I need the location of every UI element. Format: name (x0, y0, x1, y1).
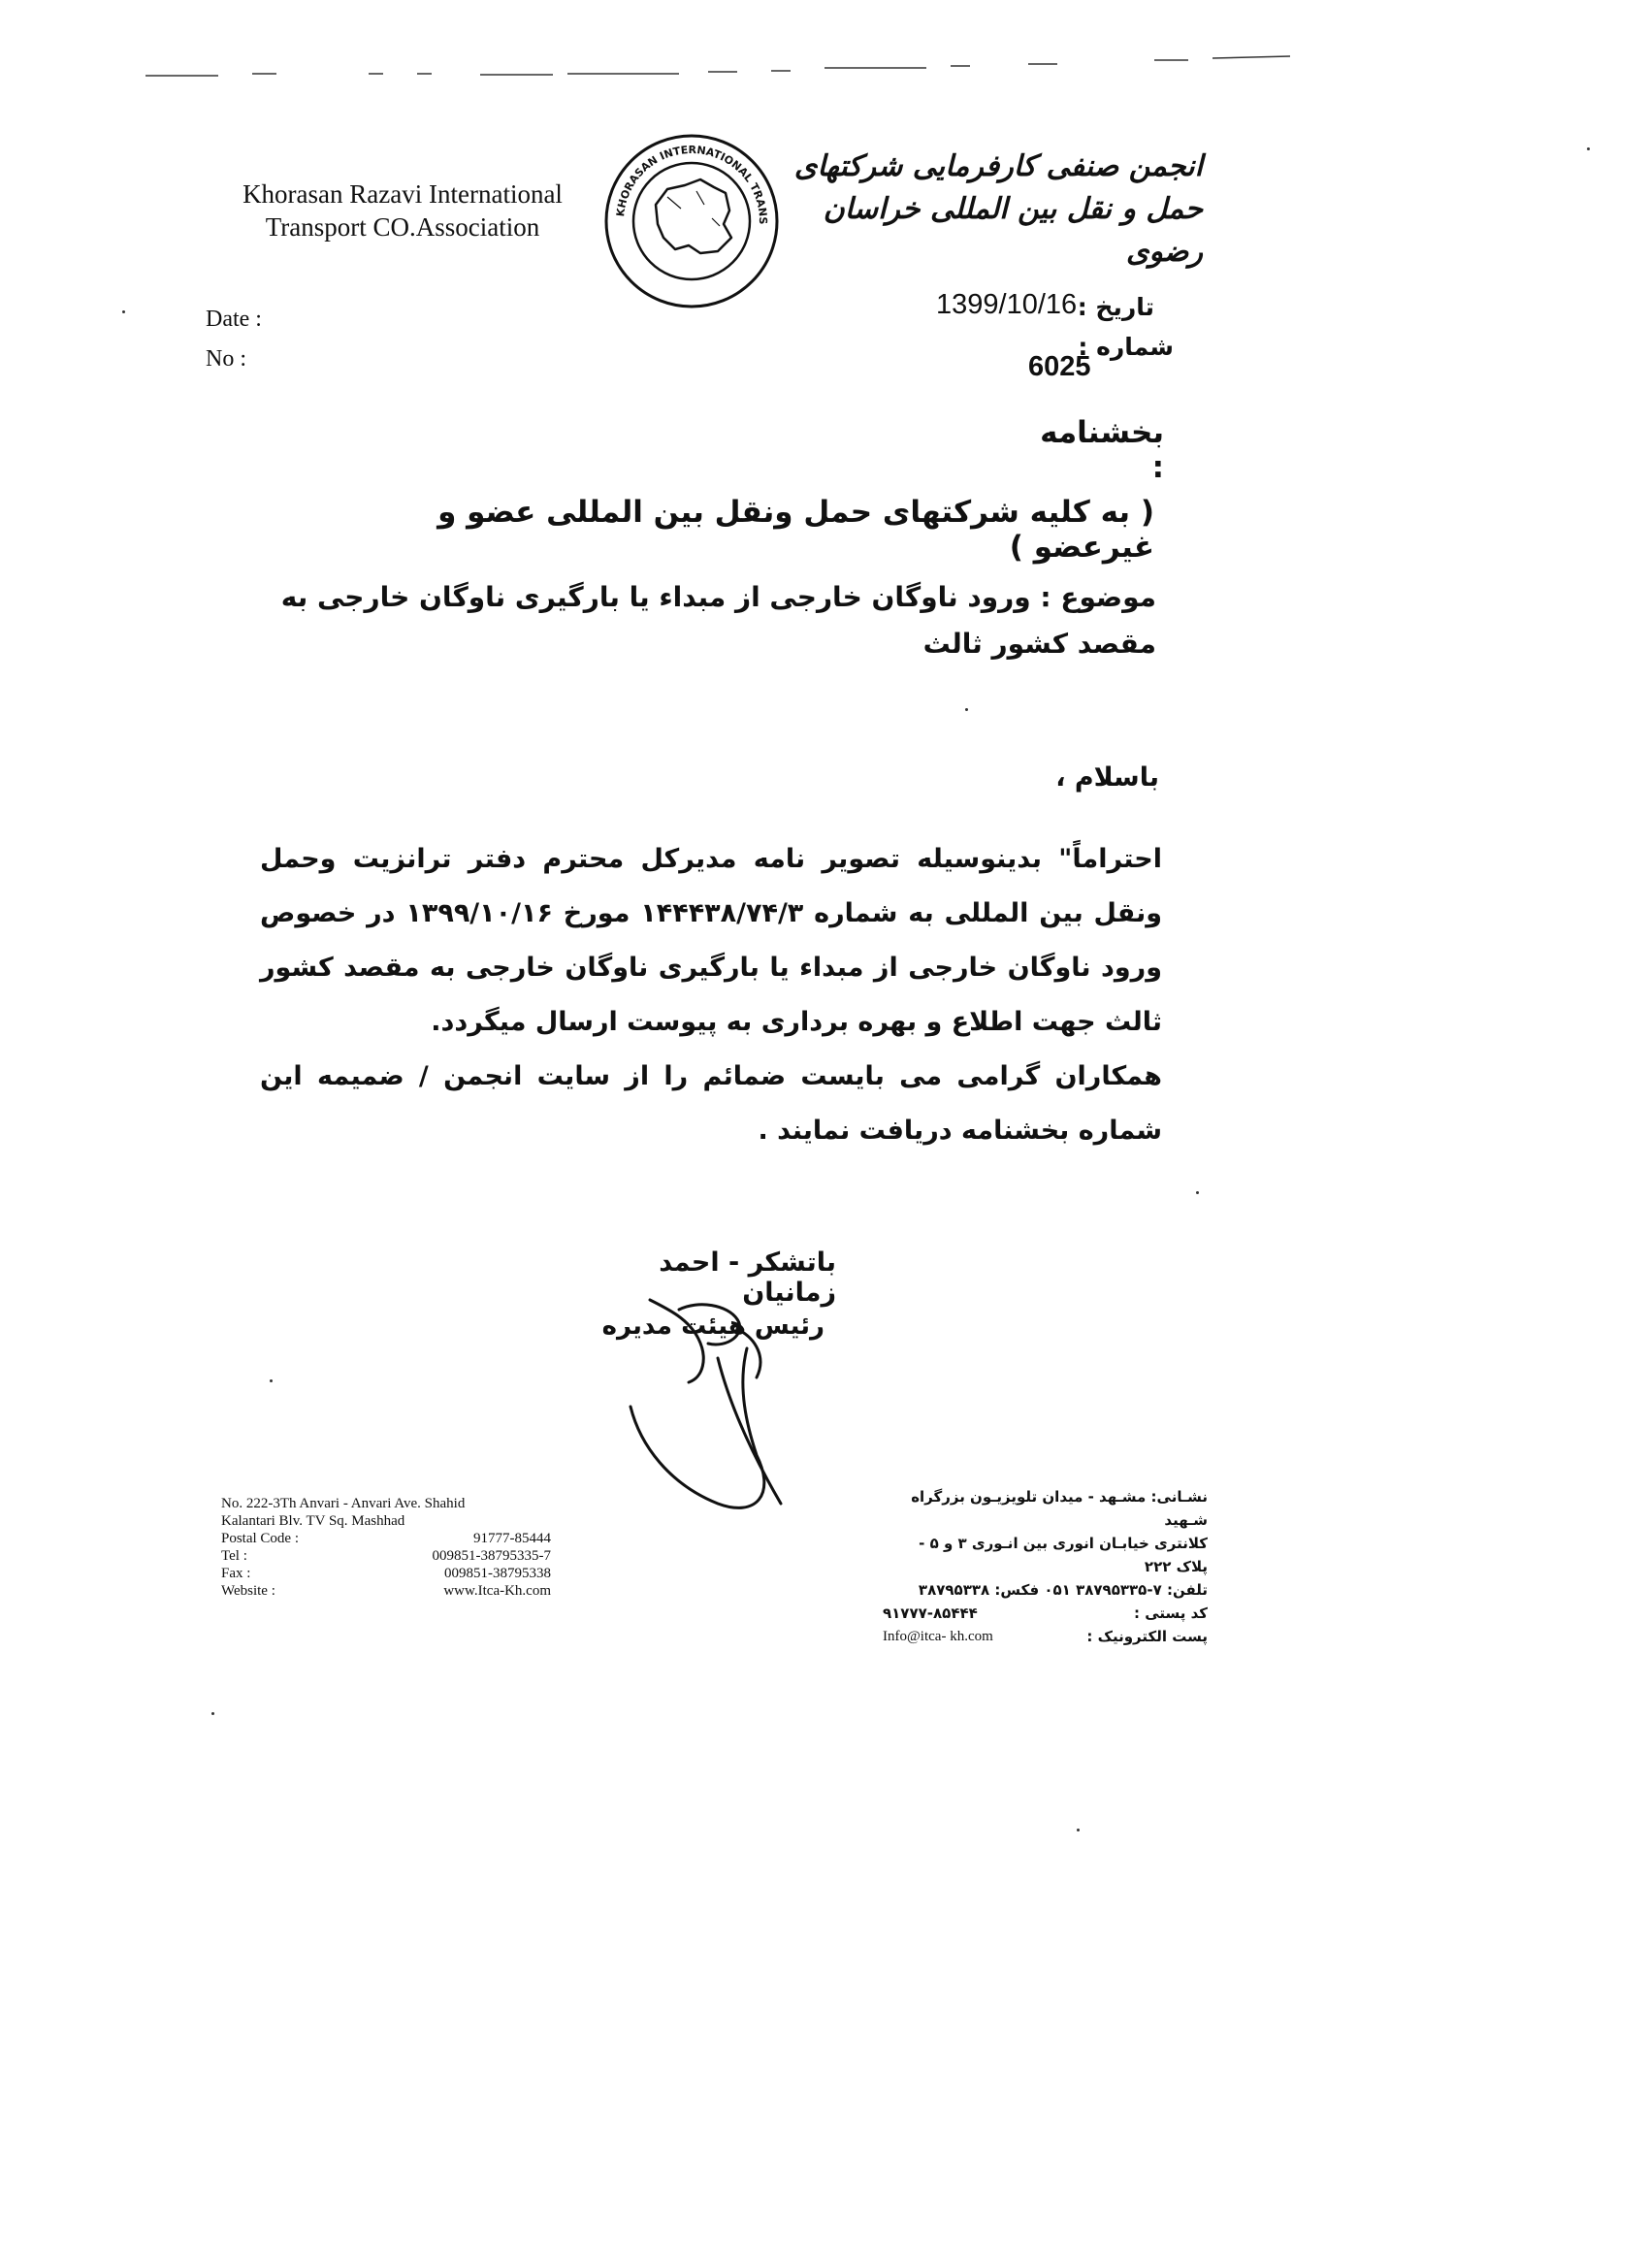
footer-address-en-line1: No. 222-3Th Anvari - Anvari Ave. Shahid (221, 1496, 466, 1511)
date-label-fa: تاریخ : (1077, 293, 1154, 321)
postal-label: Postal Code : (221, 1531, 300, 1546)
no-label-en: No : (206, 346, 246, 372)
subject: موضوع : ورود ناوگان خارجی از مبداء یا بارگیری ناوگان خارجی به مقصد کشور ثالث (280, 581, 1156, 660)
scan-speck (122, 310, 125, 313)
body-paragraph-1: احتراماً" بدینوسیله تصویر نامه مدیرکل محترم دفتر ترانزیت وحمل ونقل بین المللی به شماره ۱۴۴۴۳۸/۷۴/۳ مورخ ۱۳۹۹/۱۰/۱۶ در خصوص ورود ناوگان خارجی از مبداء یا بارگیری ناوگان خارجی به مقصد کشور ثالث جهت اطلاع و بهره برداری به پیوست ارسال میگردد. (260, 844, 1162, 1037)
postal-value-fa: ۹۱۷۷۷-۸۵۴۴۴ (883, 1604, 978, 1622)
signatory-name: باتشکر - احمد زمانیان (659, 1247, 836, 1308)
postal-value: 91777-85444 (473, 1531, 551, 1546)
date-value: 1399/10/16 (936, 289, 1078, 320)
number-value: 6025 (1028, 351, 1091, 382)
greeting: باسلام ، (1055, 762, 1159, 793)
footer-fax-row (221, 1565, 551, 1582)
footer-tel-row (221, 1547, 551, 1565)
scan-speck (211, 1712, 214, 1715)
org-name-en-line1: Khorasan Razavi International (242, 179, 563, 209)
handwritten-signature (611, 1290, 805, 1523)
scan-speck (1587, 147, 1590, 150)
postal-label-fa: کد پستی : (1133, 1604, 1208, 1622)
scan-speck (270, 1379, 273, 1382)
circular-title: بخشنامه : (1040, 415, 1164, 485)
association-seal (599, 129, 784, 313)
footer-contact-fa (883, 1485, 1208, 1648)
email-value: Info@itca- kh.com (883, 1629, 993, 1644)
org-name-en (204, 178, 601, 243)
footer-address-fa-line2: کلانتری خیابـان انوری بین انـوری ۳ و ۵ - پلاک ۲۲۲ (919, 1535, 1208, 1575)
footer-website-row (221, 1582, 551, 1600)
org-name-fa (776, 146, 1203, 269)
footer-postal-fa-row (883, 1602, 1208, 1625)
org-name-en-line2: Transport CO.Association (265, 212, 540, 242)
tel-value: 009851-38795335-7 (432, 1548, 551, 1564)
fax-value: 009851-38795338 (444, 1566, 551, 1581)
addressee: ( به کلیه شرکتهای حمل ونقل بین المللی عضو و غیرعضو ) (437, 495, 1154, 565)
footer-phone-fa: تلفن: ۷-۳۸۷۹۵۳۳۵ ۰۵۱ فکس: ۳۸۷۹۵۳۳۸ (918, 1581, 1208, 1599)
org-name-fa-text: انجمن صنفی کارفرمایی شرکتهای حمل و نقل بین المللی خراسان رضوی (793, 149, 1203, 269)
svg-text:KHORASAN INTERNATIONAL TRANSPO (599, 129, 769, 225)
number-label-fa: شماره : (1078, 333, 1174, 361)
body-paragraph-2: همکاران گرامی می بایست ضمائم را از سایت انجمن / ضمیمه این شماره بخشنامه دریافت نمایند . (260, 1061, 1162, 1146)
fax-label: Fax : (221, 1566, 251, 1581)
footer-address-en-line2: Kalantari Blv. TV Sq. Mashhad (221, 1513, 405, 1529)
scan-speck (1196, 1191, 1199, 1194)
scan-speck (965, 708, 968, 711)
seal-text: KHORASAN INTERNATIONAL TRANS (614, 143, 770, 225)
footer-email-fa-row (883, 1625, 1208, 1648)
website-label: Website : (221, 1583, 275, 1599)
website-value: www.Itca-Kh.com (443, 1583, 551, 1599)
scan-noise-dashes (146, 49, 1290, 78)
tel-label: Tel : (221, 1548, 247, 1564)
scan-speck (1077, 1829, 1080, 1831)
date-label-en: Date : (206, 307, 262, 332)
signatory-title: رئیس هیئت مدیره (601, 1312, 824, 1341)
footer-contact-en (221, 1495, 551, 1600)
email-label-fa: پست الکترونیک : (1086, 1628, 1208, 1645)
footer-address-fa-line1: نشـانی: مشـهد - میدان تلویزیـون بزرگراه شـهید (911, 1488, 1208, 1529)
seal-graphic (599, 129, 784, 313)
footer-postal-row (221, 1530, 551, 1547)
